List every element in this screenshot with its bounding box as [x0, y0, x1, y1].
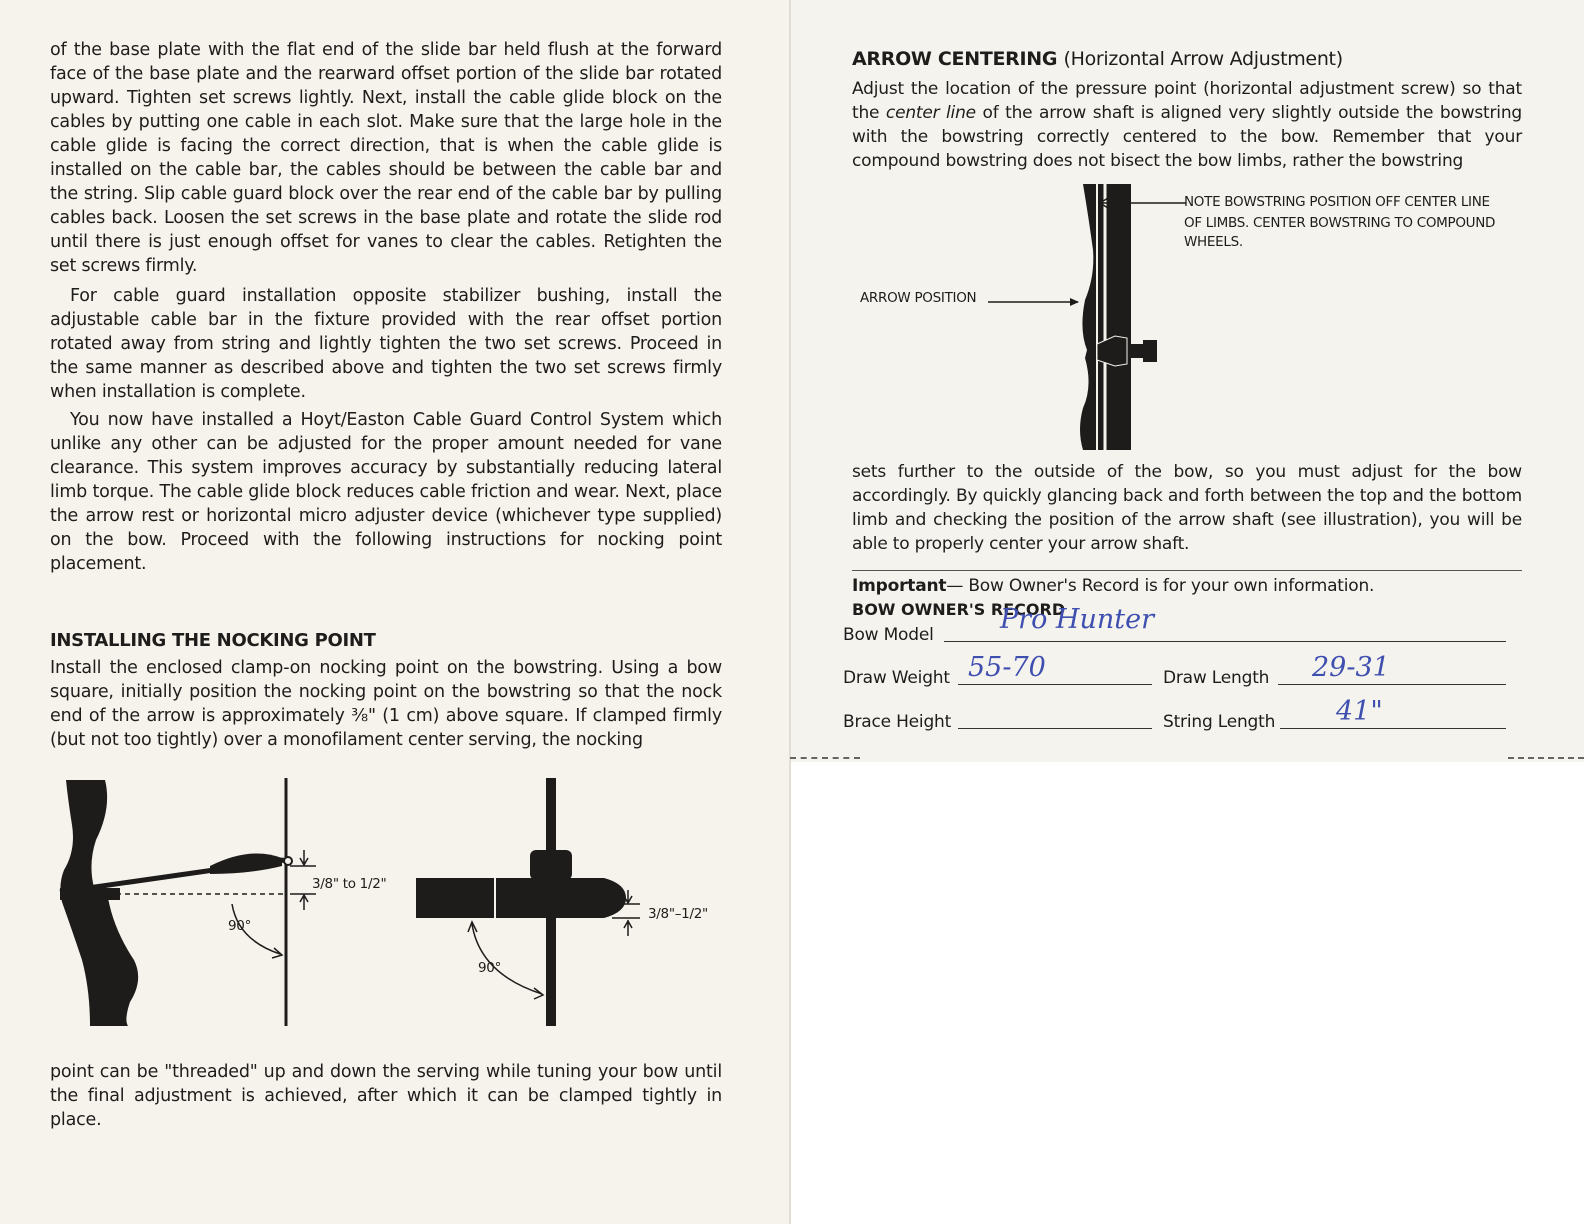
string-length-value[interactable]: 41": [1336, 696, 1383, 727]
note-line-3: WHEELS.: [1184, 234, 1243, 250]
measure-label-right: 3/8"–1/2": [648, 906, 708, 922]
arrow-centering-diagram: [1075, 180, 1185, 454]
paragraph-arrow-centering: [852, 77, 1522, 173]
angle-curve-r: [472, 924, 542, 994]
record-title: BOW OWNER'S RECORD: [852, 600, 1066, 619]
paragraph-cable-glide: of the base plate with the flat end of the slide bar held flush at the forward face of the base plate and the rearward offset portion of the slide bar rotated upward. Tighten set screws lightly. Next, install the cable glide block on the cables by putting one cable in each slot. Make sure that the large hole in the cable glide is facing the correct direction, that is when the cable glide is installed on the cable bar, the cables should be between the cable bar and the string. Slip cable guard block over the rear end of the cable bar by pulling cables back. Loosen the set screws in the base plate and rotate the slide rod until there is just enough offset for vanes to clear the cables. Retighten the set screws firmly.: [50, 40, 722, 276]
important-label: Important: [852, 576, 947, 596]
paragraph-arrow-centering-a: Adjust the location of the pressure point (horizontal adjustment screw) so that the: [852, 79, 1522, 123]
measure-arrow-down: [300, 850, 308, 865]
note-line-2: OF LIMBS. CENTER BOWSTRING TO COMPOUND: [1184, 215, 1496, 231]
draw-length-label: Draw Length: [1163, 668, 1270, 688]
draw-weight-line: [958, 684, 1152, 685]
nock-point: [284, 857, 292, 865]
blank-area: [790, 762, 1584, 1224]
heading-arrow-centering: [852, 48, 1343, 70]
paragraph-nocking-install: Install the enclosed clamp-on nocking point on the bowstring. Using a bow square, initially position the nocking point on the bowstring so that the nock end of the arrow is approximately ⅜" (1 cm) above square. If clamped firmly (but not too tightly) over a monofilament center serving, the nocking: [50, 658, 722, 750]
note-pointer-arrow: [1098, 196, 1188, 210]
draw-weight-value[interactable]: 55-70: [968, 652, 1046, 683]
adjust-screw: [1131, 344, 1143, 358]
cut-line-right: [1508, 757, 1584, 759]
nocking-point-diagram-side: [50, 770, 410, 1040]
note-line-1: NOTE BOWSTRING POSITION OFF CENTER LINE: [1184, 194, 1490, 210]
cut-line-left: [790, 757, 860, 759]
bow-riser-shape: [60, 780, 138, 1026]
bow-model-line: [944, 641, 1506, 642]
paragraph-nocking-threaded: point can be "threaded" up and down the serving while tuning your bow until the final adjustment is achieved, after which it can be clamped tightly in place.: [50, 1062, 722, 1130]
brace-height-label: Brace Height: [843, 712, 952, 732]
heading-arrow-centering-bold: ARROW CENTERING: [852, 48, 1058, 70]
measure-label-left: 3/8" to 1/2": [312, 876, 387, 892]
string-length-label: String Length: [1163, 712, 1276, 732]
important-note: [852, 576, 1374, 596]
arrow-fletching: [210, 854, 282, 875]
string-length-line: [1280, 728, 1506, 729]
measure-arrow-up: [300, 895, 308, 910]
draw-length-value[interactable]: 29-31: [1312, 652, 1390, 683]
brace-height-line: [958, 728, 1152, 729]
arrow-rest-body: [416, 878, 626, 918]
adjust-screw-knob: [1143, 340, 1157, 362]
nocking-point-diagram-top: [414, 774, 644, 1030]
arrow-position-pointer: [986, 296, 1082, 308]
center-line-emphasis: center line: [885, 103, 976, 123]
important-text: — Bow Owner's Record is for your own information.: [946, 576, 1375, 596]
angle-label-left: 90°: [228, 918, 252, 934]
arrow-position-label: ARROW POSITION: [860, 290, 977, 306]
paragraph-bow-outside: sets further to the outside of the bow, so you must adjust for the bow accordingly. By quickly glancing back and forth between the top and the bottom limb and checking the position of the arrow shaft (see illustration), you will be able to properly center your arrow shaft.: [852, 462, 1522, 554]
record-divider: [852, 570, 1522, 571]
angle-label-right: 90°: [478, 960, 502, 976]
paragraph-arrow-centering-b: of the arrow shaft is aligned very slightly outside the bowstring with the bowstring correctly centered to the bow. Remember that your compound bowstring does not bisect the bow limbs, rather the bowstring: [852, 103, 1522, 171]
heading-nocking-point: INSTALLING THE NOCKING POINT: [50, 630, 376, 651]
draw-weight-label: Draw Weight: [843, 668, 950, 688]
paragraph-cable-guard-system: You now have installed a Hoyt/Easton Cable Guard Control System which unlike any other can be adjusted for the proper amount needed for vane clearance. This system improves accuracy by substantially reducing lateral limb torque. The cable glide block reduces cable friction and wear. Next, place the arrow rest or horizontal micro adjuster device (whichever type supplied) on the bow. Proceed with the following instructions for nocking point placement.: [50, 410, 722, 574]
draw-length-line: [1278, 684, 1506, 685]
measure-arrow-up-r: [624, 920, 632, 936]
heading-arrow-centering-sub: (Horizontal Arrow Adjustment): [1063, 48, 1343, 70]
paragraph-cable-guard-installation: For cable guard installation opposite stabilizer bushing, install the adjustable cable bar in the fixture provided with the rear offset portion rotated away from string and lightly tighten the two set screws. Proceed in the same manner as described above and tighten the two set screws firmly when installation is complete.: [50, 286, 722, 402]
page-fold: [789, 0, 791, 1224]
bow-model-label: Bow Model: [843, 625, 934, 645]
bow-model-value[interactable]: Pro Hunter: [1000, 604, 1154, 635]
nocking-clamp-block: [530, 850, 572, 880]
